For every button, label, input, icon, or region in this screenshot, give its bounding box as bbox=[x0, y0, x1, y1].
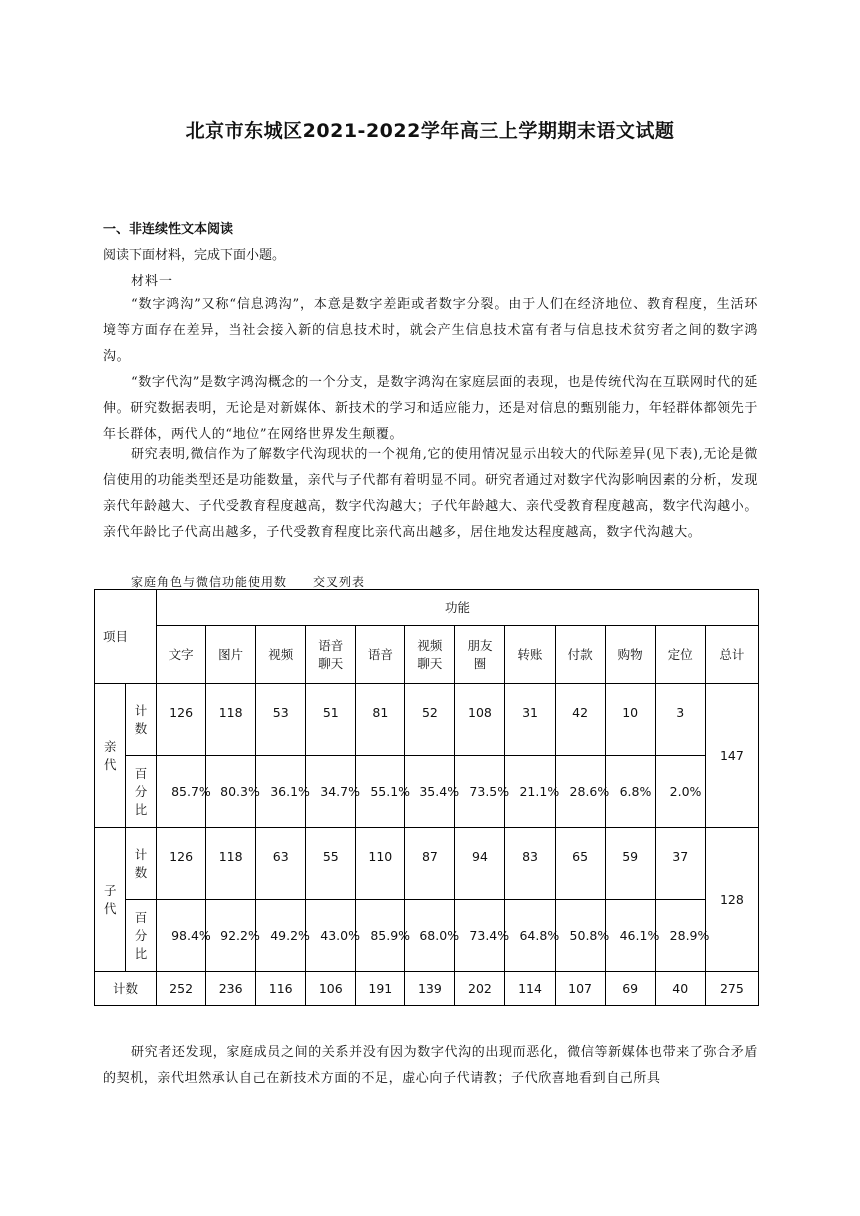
count-cell: 108 bbox=[455, 684, 505, 756]
group-label: 子代 bbox=[95, 828, 126, 972]
total-cell: 69 bbox=[605, 972, 655, 1006]
percent-cell: 85.7% bbox=[157, 756, 206, 828]
paragraph: “数字代沟”是数字鸿沟概念的一个分支，是数字鸿沟在家庭层面的表现，也是传统代沟在互联网时代的延伸。研究数据表明，无论是对新媒体、新技术的学习和适应能力，还是对信息的甄别能力，年轻群体都领先于年长群体，两代人的“地位”在网络世界发生颠覆。 bbox=[103, 375, 758, 442]
column-header: 付款 bbox=[555, 626, 605, 684]
column-header: 视频 bbox=[256, 626, 306, 684]
total-cell: 275 bbox=[705, 972, 758, 1006]
count-cell: 110 bbox=[356, 828, 405, 900]
percent-label: 百分比 bbox=[126, 756, 157, 828]
table-caption-subtitle: 交叉列表 bbox=[313, 575, 366, 589]
column-header: 定位 bbox=[655, 626, 705, 684]
column-header: 图片 bbox=[206, 626, 256, 684]
percent-cell: 21.1% bbox=[505, 756, 555, 828]
total-cell: 202 bbox=[455, 972, 505, 1006]
project-header: 项目 bbox=[95, 590, 157, 684]
count-cell: 126 bbox=[157, 684, 206, 756]
count-cell: 118 bbox=[206, 828, 256, 900]
percent-cell: 98.4% bbox=[157, 900, 206, 972]
group-label: 亲代 bbox=[95, 684, 126, 828]
column-header: 视频聊天 bbox=[405, 626, 455, 684]
section-heading: 一、非连续性文本阅读 bbox=[103, 222, 234, 237]
count-cell: 81 bbox=[356, 684, 405, 756]
count-cell: 94 bbox=[455, 828, 505, 900]
percent-cell: 92.2% bbox=[206, 900, 256, 972]
percent-cell: 36.1% bbox=[256, 756, 306, 828]
total-cell: 106 bbox=[306, 972, 356, 1006]
column-header: 朋友圈 bbox=[455, 626, 505, 684]
percent-cell: 85.9% bbox=[356, 900, 405, 972]
percent-cell: 46.1% bbox=[605, 900, 655, 972]
count-cell: 126 bbox=[157, 828, 206, 900]
column-header: 语音聊天 bbox=[306, 626, 356, 684]
percent-cell: 2.0% bbox=[655, 756, 705, 828]
group-total-cell: 147 bbox=[705, 684, 758, 828]
paragraph: “数字鸿沟”又称“信息鸿沟”，本意是数字差距或者数字分裂。由于人们在经济地位、教育程度，生活环境等方面存在差异，当社会接入新的信息技术时，就会产生信息技术富有者与信息技术贫穷者之间的数字鸿沟。 bbox=[103, 297, 758, 364]
paragraph: 研究表明,微信作为了解数字代沟现状的一个视角,它的使用情况显示出较大的代际差异(见下表),无论是微信使用的功能类型还是功能数量，亲代与子代都有着明显不同。研究者通过对数字代沟影响因素的分析，发现亲代年龄越大、子代受教育程度越高，数字代沟越大；子代年龄越大、亲代受教育程度越高，数字代沟越小。亲代年龄比子代高出越多，子代受教育程度比亲代高出越多，居住地发达程度越高，数字代沟越大。 bbox=[103, 447, 758, 540]
count-cell: 37 bbox=[655, 828, 705, 900]
count-label: 计数 bbox=[126, 828, 157, 900]
count-cell: 63 bbox=[256, 828, 306, 900]
count-cell: 51 bbox=[306, 684, 356, 756]
percent-cell: 35.4% bbox=[405, 756, 455, 828]
count-cell: 10 bbox=[605, 684, 655, 756]
percent-cell: 50.8% bbox=[555, 900, 605, 972]
percent-cell: 43.0% bbox=[306, 900, 356, 972]
percent-cell: 28.9% bbox=[655, 900, 705, 972]
percent-cell: 55.1% bbox=[356, 756, 405, 828]
percent-cell: 64.8% bbox=[505, 900, 555, 972]
total-row-label: 计数 bbox=[95, 972, 157, 1006]
column-header: 文字 bbox=[157, 626, 206, 684]
material-label: 材料一 bbox=[131, 274, 174, 289]
paragraph: 研究者还发现，家庭成员之间的关系并没有因为数字代沟的出现而恶化，微信等新媒体也带来了弥合矛盾的契机，亲代坦然承认自己在新技术方面的不足，虚心向子代请教；子代欣喜地看到自己所具 bbox=[103, 1045, 758, 1086]
page-title: 北京市东城区2021-2022学年高三上学期期末语文试题 bbox=[185, 120, 675, 142]
count-cell: 53 bbox=[256, 684, 306, 756]
percent-cell: 49.2% bbox=[256, 900, 306, 972]
count-cell: 65 bbox=[555, 828, 605, 900]
count-cell: 87 bbox=[405, 828, 455, 900]
function-header: 功能 bbox=[157, 590, 759, 626]
count-cell: 31 bbox=[505, 684, 555, 756]
total-cell: 139 bbox=[405, 972, 455, 1006]
percent-cell: 6.8% bbox=[605, 756, 655, 828]
column-header: 语音 bbox=[356, 626, 405, 684]
total-cell: 40 bbox=[655, 972, 705, 1006]
total-cell: 116 bbox=[256, 972, 306, 1006]
percent-cell: 34.7% bbox=[306, 756, 356, 828]
group-total-cell: 128 bbox=[705, 828, 758, 972]
count-cell: 55 bbox=[306, 828, 356, 900]
table-caption-title: 家庭角色与微信功能使用数 bbox=[131, 575, 288, 589]
column-header: 转账 bbox=[505, 626, 555, 684]
total-cell: 191 bbox=[356, 972, 405, 1006]
column-header: 总计 bbox=[705, 626, 758, 684]
count-cell: 52 bbox=[405, 684, 455, 756]
count-cell: 118 bbox=[206, 684, 256, 756]
percent-label: 百分比 bbox=[126, 900, 157, 972]
percent-cell: 73.4% bbox=[455, 900, 505, 972]
total-cell: 236 bbox=[206, 972, 256, 1006]
percent-cell: 80.3% bbox=[206, 756, 256, 828]
total-cell: 114 bbox=[505, 972, 555, 1006]
count-cell: 42 bbox=[555, 684, 605, 756]
instruction-text: 阅读下面材料，完成下面小题。 bbox=[103, 248, 286, 263]
percent-cell: 73.5% bbox=[455, 756, 505, 828]
count-cell: 83 bbox=[505, 828, 555, 900]
percent-cell: 28.6% bbox=[555, 756, 605, 828]
percent-cell: 68.0% bbox=[405, 900, 455, 972]
count-cell: 3 bbox=[655, 684, 705, 756]
table-caption bbox=[131, 573, 365, 590]
wechat-function-table bbox=[94, 589, 759, 1006]
column-header: 购物 bbox=[605, 626, 655, 684]
total-cell: 107 bbox=[555, 972, 605, 1006]
count-cell: 59 bbox=[605, 828, 655, 900]
count-label: 计数 bbox=[126, 684, 157, 756]
total-cell: 252 bbox=[157, 972, 206, 1006]
